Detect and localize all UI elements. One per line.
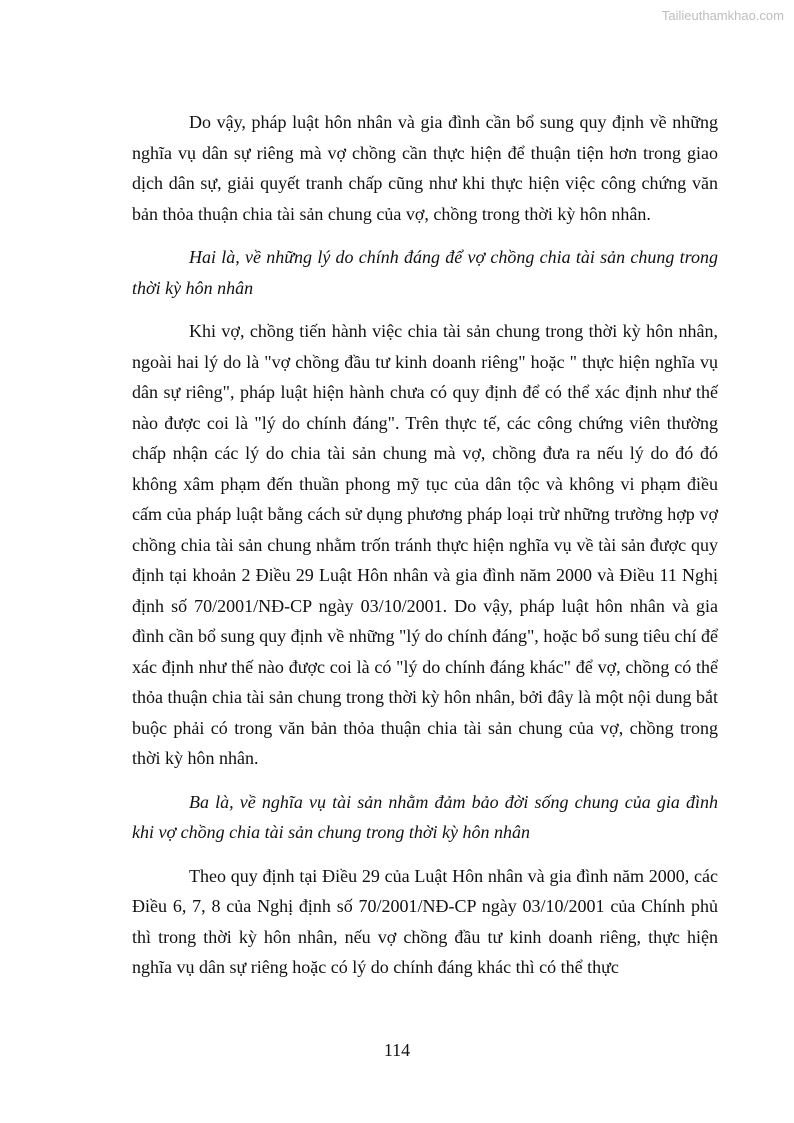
paragraph: Theo quy định tại Điều 29 của Luật Hôn nhân và gia đình năm 2000, các Điều 6, 7, 8 của Nghị định số 70/2001/NĐ-CP ngày 03/10/2001 của Chính phủ thì trong thời kỳ hôn nhân, nếu vợ chồng đầu tư kinh doanh riêng, thực hiện nghĩa vụ dân sự riêng hoặc có lý do chính đáng khác thì có thể thực <box>132 865 718 977</box>
watermark: Tailieuthamkhao.com <box>661 8 784 23</box>
section-heading: Ba là, về nghĩa vụ tài sản nhằm đảm bảo đời sống chung của gia đình khi vợ chồng chia tài sản chung trong thời kỳ hôn nhân <box>132 791 718 842</box>
page-number: 114 <box>383 1040 411 1060</box>
section-heading: Hai là, về những lý do chính đáng để vợ chồng chia tài sản chung trong thời kỳ hôn nhân <box>132 247 718 298</box>
document-body <box>132 107 718 996</box>
paragraph: Do vậy, pháp luật hôn nhân và gia đình cần bổ sung quy định về những nghĩa vụ dân sự riêng mà vợ chồng cần thực hiện để thuận tiện hơn trong giao dịch dân sự, giải quyết tranh chấp cũng như khi thực hiện việc công chứng văn bản thỏa thuận chia tài sản chung của vợ, chồng trong thời kỳ hôn nhân. <box>132 112 718 224</box>
paragraph: Khi vợ, chồng tiến hành việc chia tài sản chung trong thời kỳ hôn nhân, ngoài hai lý do là "vợ chồng đầu tư kinh doanh riêng" hoặc " thực hiện nghĩa vụ dân sự riêng", pháp luật hiện hành chưa có quy định để có thể xác định như thế nào được coi là "lý do chính đáng". Trên thực tế, các công chứng viên thường chấp nhận các lý do chia tài sản chung mà vợ, chồng đưa ra nếu lý do đó đó không xâm phạm đến thuần phong mỹ tục của dân tộc và không vi phạm điều cấm của pháp luật bằng cách sử dụng phương pháp loại trừ những trường hợp vợ chồng chia tài sản chung nhằm trốn tránh thực hiện nghĩa vụ về tài sản được quy định tại khoản 2 Điều 29 Luật Hôn nhân và gia đình năm 2000 và Điều 11 Nghị định số 70/2001/NĐ-CP ngày 03/10/2001. Do vậy, pháp luật hôn nhân và gia đình cần bổ sung quy định về những "lý do chính đáng", hoặc bổ sung tiêu chí để xác định như thế nào được coi là có "lý do chính đáng khác" để vợ, chồng có thể thỏa thuận chia tài sản chung trong thời kỳ hôn nhân, bởi đây là một nội dung bắt buộc phải có trong văn bản thỏa thuận chia tài sản chung của vợ, chồng trong thời kỳ hôn nhân. <box>132 321 718 768</box>
